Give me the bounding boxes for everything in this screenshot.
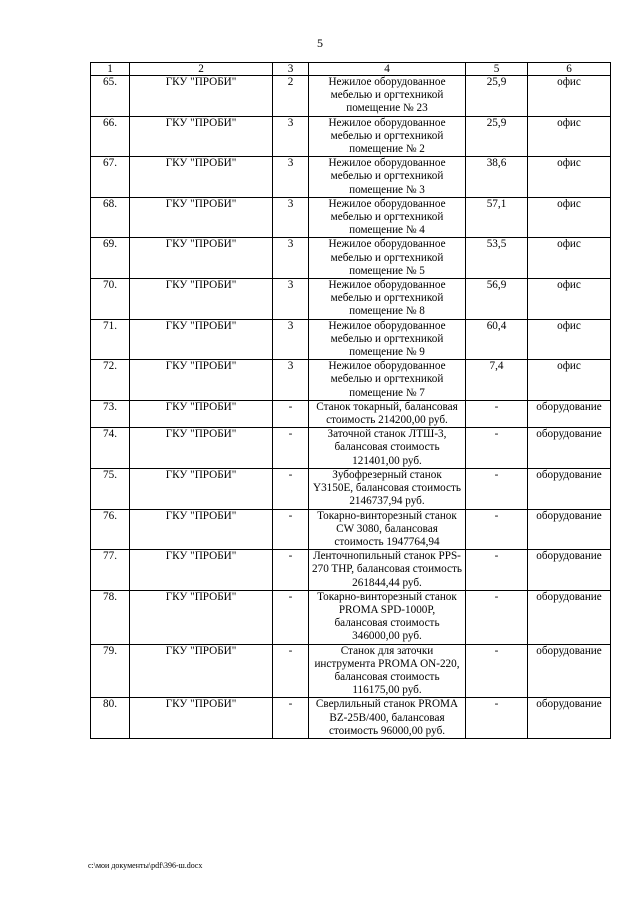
row-number: 80. bbox=[91, 698, 130, 739]
table-header-row bbox=[91, 63, 611, 76]
table-row bbox=[91, 468, 611, 509]
area: 25,9 bbox=[466, 76, 528, 117]
floor: 3 bbox=[273, 197, 309, 238]
organization: ГКУ "ПРОБИ" bbox=[130, 319, 273, 360]
property-table bbox=[90, 62, 611, 739]
floor: 3 bbox=[273, 319, 309, 360]
floor: 3 bbox=[273, 116, 309, 157]
description: Нежилое оборудованное мебелью и оргтехникой помещение № 9 bbox=[309, 319, 466, 360]
file-path-footer: c:\мои документы\pdf\396-ш.docx bbox=[88, 861, 203, 870]
row-number: 65. bbox=[91, 76, 130, 117]
purpose: офис bbox=[528, 197, 611, 238]
page-number: 5 bbox=[317, 36, 323, 50]
organization: ГКУ "ПРОБИ" bbox=[130, 76, 273, 117]
area: - bbox=[466, 644, 528, 698]
description: Станок для заточки инструмента PROMA ON-220, балансовая стоимость 116175,00 руб. bbox=[309, 644, 466, 698]
description: Сверлильный станок PROMA BZ-25B/400, балансовая стоимость 96000,00 руб. bbox=[309, 698, 466, 739]
floor: - bbox=[273, 509, 309, 550]
row-number: 79. bbox=[91, 644, 130, 698]
table-row bbox=[91, 157, 611, 198]
description: Нежилое оборудованное мебелью и оргтехникой помещение № 2 bbox=[309, 116, 466, 157]
row-number: 78. bbox=[91, 590, 130, 644]
description: Ленточнопильный станок PPS-270 THP, балансовая стоимость 261844,44 руб. bbox=[309, 550, 466, 591]
row-number: 70. bbox=[91, 279, 130, 320]
purpose: офис bbox=[528, 157, 611, 198]
purpose: офис bbox=[528, 116, 611, 157]
organization: ГКУ "ПРОБИ" bbox=[130, 116, 273, 157]
description: Токарно-винторезный станок CW 3080, балансовая стоимость 1947764,94 bbox=[309, 509, 466, 550]
table-row bbox=[91, 319, 611, 360]
area: - bbox=[466, 428, 528, 469]
table-row bbox=[91, 400, 611, 427]
organization: ГКУ "ПРОБИ" bbox=[130, 157, 273, 198]
row-number: 77. bbox=[91, 550, 130, 591]
floor: - bbox=[273, 400, 309, 427]
table-row bbox=[91, 238, 611, 279]
organization: ГКУ "ПРОБИ" bbox=[130, 279, 273, 320]
organization: ГКУ "ПРОБИ" bbox=[130, 644, 273, 698]
organization: ГКУ "ПРОБИ" bbox=[130, 698, 273, 739]
purpose: офис bbox=[528, 319, 611, 360]
description: Нежилое оборудованное мебелью и оргтехникой помещение № 7 bbox=[309, 360, 466, 401]
floor: 3 bbox=[273, 279, 309, 320]
table-row bbox=[91, 76, 611, 117]
row-number: 73. bbox=[91, 400, 130, 427]
purpose: оборудование bbox=[528, 509, 611, 550]
floor: - bbox=[273, 428, 309, 469]
area: 53,5 bbox=[466, 238, 528, 279]
description: Нежилое оборудованное мебелью и оргтехникой помещение № 8 bbox=[309, 279, 466, 320]
description: Нежилое оборудованное мебелью и оргтехникой помещение № 5 bbox=[309, 238, 466, 279]
purpose: оборудование bbox=[528, 428, 611, 469]
header-col-3: 3 bbox=[273, 63, 309, 76]
area: 7,4 bbox=[466, 360, 528, 401]
organization: ГКУ "ПРОБИ" bbox=[130, 360, 273, 401]
area: 60,4 bbox=[466, 319, 528, 360]
row-number: 72. bbox=[91, 360, 130, 401]
purpose: оборудование bbox=[528, 550, 611, 591]
area: 25,9 bbox=[466, 116, 528, 157]
floor: - bbox=[273, 550, 309, 591]
area: 57,1 bbox=[466, 197, 528, 238]
purpose: оборудование bbox=[528, 698, 611, 739]
description: Зубофрезерный станок Y3150E, балансовая стоимость 2146737,94 руб. bbox=[309, 468, 466, 509]
description: Токарно-винторезный станок PROMA SPD-1000P, балансовая стоимость 346000,00 руб. bbox=[309, 590, 466, 644]
purpose: оборудование bbox=[528, 400, 611, 427]
area: 56,9 bbox=[466, 279, 528, 320]
description: Нежилое оборудованное мебелью и оргтехникой помещение № 23 bbox=[309, 76, 466, 117]
purpose: офис bbox=[528, 279, 611, 320]
floor: - bbox=[273, 590, 309, 644]
organization: ГКУ "ПРОБИ" bbox=[130, 400, 273, 427]
row-number: 75. bbox=[91, 468, 130, 509]
row-number: 74. bbox=[91, 428, 130, 469]
purpose: оборудование bbox=[528, 590, 611, 644]
description: Нежилое оборудованное мебелью и оргтехникой помещение № 3 bbox=[309, 157, 466, 198]
area: - bbox=[466, 590, 528, 644]
header-col-1: 1 bbox=[91, 63, 130, 76]
floor: - bbox=[273, 644, 309, 698]
floor: 2 bbox=[273, 76, 309, 117]
purpose: оборудование bbox=[528, 468, 611, 509]
floor: 3 bbox=[273, 157, 309, 198]
table-row bbox=[91, 428, 611, 469]
area: - bbox=[466, 550, 528, 591]
table-row bbox=[91, 360, 611, 401]
table-row bbox=[91, 698, 611, 739]
floor: 3 bbox=[273, 238, 309, 279]
row-number: 71. bbox=[91, 319, 130, 360]
table-row bbox=[91, 644, 611, 698]
organization: ГКУ "ПРОБИ" bbox=[130, 550, 273, 591]
header-col-5: 5 bbox=[466, 63, 528, 76]
purpose: офис bbox=[528, 76, 611, 117]
purpose: офис bbox=[528, 360, 611, 401]
header-col-6: 6 bbox=[528, 63, 611, 76]
area: 38,6 bbox=[466, 157, 528, 198]
purpose: оборудование bbox=[528, 644, 611, 698]
row-number: 69. bbox=[91, 238, 130, 279]
area: - bbox=[466, 468, 528, 509]
floor: 3 bbox=[273, 360, 309, 401]
row-number: 68. bbox=[91, 197, 130, 238]
table-row bbox=[91, 116, 611, 157]
table-row bbox=[91, 550, 611, 591]
table-row bbox=[91, 197, 611, 238]
table-row bbox=[91, 509, 611, 550]
organization: ГКУ "ПРОБИ" bbox=[130, 428, 273, 469]
description: Станок токарный, балансовая стоимость 214200,00 руб. bbox=[309, 400, 466, 427]
floor: - bbox=[273, 698, 309, 739]
area: - bbox=[466, 698, 528, 739]
organization: ГКУ "ПРОБИ" bbox=[130, 238, 273, 279]
description: Заточной станок ЛТШ-3, балансовая стоимость 121401,00 руб. bbox=[309, 428, 466, 469]
row-number: 67. bbox=[91, 157, 130, 198]
header-col-2: 2 bbox=[130, 63, 273, 76]
organization: ГКУ "ПРОБИ" bbox=[130, 590, 273, 644]
floor: - bbox=[273, 468, 309, 509]
header-col-4: 4 bbox=[309, 63, 466, 76]
row-number: 76. bbox=[91, 509, 130, 550]
organization: ГКУ "ПРОБИ" bbox=[130, 468, 273, 509]
area: - bbox=[466, 509, 528, 550]
purpose: офис bbox=[528, 238, 611, 279]
description: Нежилое оборудованное мебелью и оргтехникой помещение № 4 bbox=[309, 197, 466, 238]
area: - bbox=[466, 400, 528, 427]
table-row bbox=[91, 590, 611, 644]
row-number: 66. bbox=[91, 116, 130, 157]
organization: ГКУ "ПРОБИ" bbox=[130, 197, 273, 238]
table-row bbox=[91, 279, 611, 320]
organization: ГКУ "ПРОБИ" bbox=[130, 509, 273, 550]
